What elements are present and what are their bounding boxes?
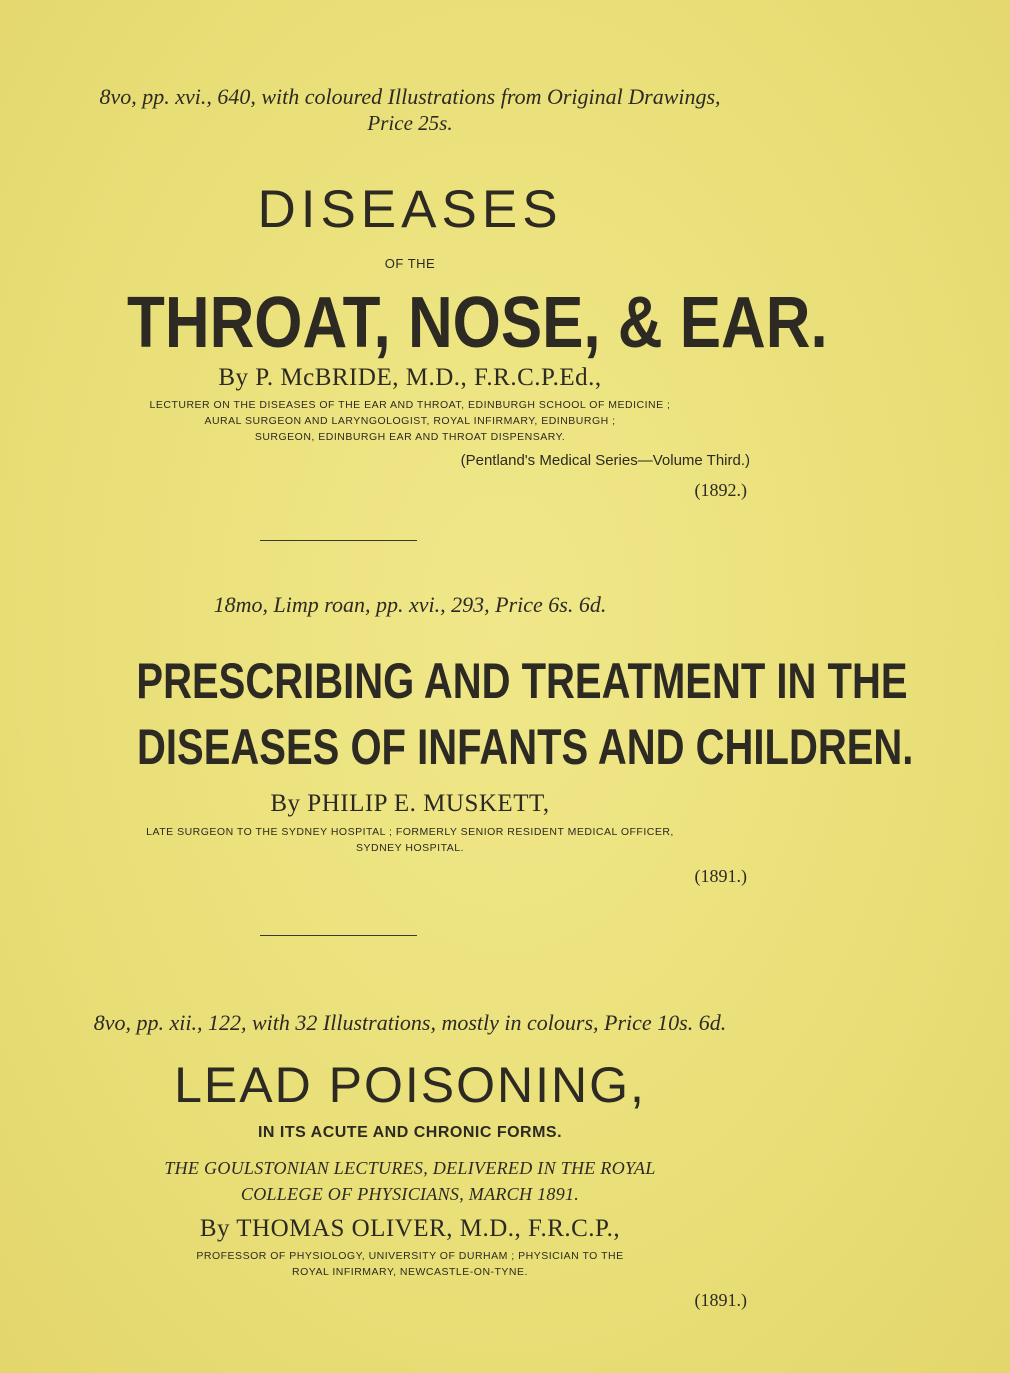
book1-credential-1: LECTURER ON THE DISEASES OF THE EAR AND THROAT, EDINBURGH SCHOOL OF MEDICINE ; — [149, 399, 671, 411]
book2-title-line1 — [40, 652, 908, 710]
book3-author: By THOMAS OLIVER, M.D., F.R.C.P., — [199, 1215, 621, 1242]
book2-credential-1: LATE SURGEON TO THE SYDNEY HOSPITAL ; FORMERLY SENIOR RESIDENT MEDICAL OFFICER, — [146, 826, 674, 838]
book1-title-of: OF THE — [384, 256, 436, 271]
book1-details: 8vo, pp. xvi., 640, with coloured Illustrations from Original Drawings, — [99, 84, 721, 109]
book1-title-line1: DISEASES — [257, 180, 563, 239]
book1-year: (1892.) — [694, 480, 747, 500]
book3-details: 8vo, pp. xii., 122, with 32 Illustrations, mostly in colours, Price 10s. 6d. — [93, 1010, 727, 1035]
book3-credential-1: PROFESSOR OF PHYSIOLOGY, UNIVERSITY OF DURHAM ; PHYSICIAN TO THE — [196, 1250, 624, 1262]
book3-credential-2: ROYAL INFIRMARY, NEWCASTLE-ON-TYNE. — [292, 1266, 528, 1278]
book1-credential-3: SURGEON, EDINBURGH EAR AND THROAT DISPENSARY. — [254, 431, 566, 443]
book2-credential-2: SYDNEY HOSPITAL. — [356, 842, 464, 854]
book1-price: Price 25s. — [367, 111, 453, 135]
book1-author: By P. McBRIDE, M.D., F.R.C.P.Ed., — [218, 364, 602, 391]
book3-lectures-line1: THE GOULSTONIAN LECTURES, DELIVERED IN THE ROYAL — [164, 1158, 656, 1178]
book3-year: (1891.) — [694, 1290, 747, 1310]
book2-title-line2-text: DISEASES OF INFANTS AND CHILDREN. — [137, 719, 914, 775]
book2-year: (1891.) — [694, 866, 747, 886]
book2-details: 18mo, Limp roan, pp. xvi., 293, Price 6s. 6d. — [213, 592, 607, 617]
book3-lectures-line2: COLLEGE OF PHYSICIANS, MARCH 1891. — [240, 1184, 580, 1204]
book2-author: By PHILIP E. MUSKETT, — [270, 790, 550, 817]
book2-title-line1-text: PRESCRIBING AND TREATMENT IN THE — [136, 653, 908, 709]
divider-2 — [260, 935, 417, 936]
book2-title-line2 — [40, 718, 914, 776]
book1-series: (Pentland's Medical Series—Volume Third.) — [460, 452, 750, 469]
book3-subtitle: IN ITS ACUTE AND CHRONIC FORMS. — [257, 1124, 563, 1141]
book3-title-line1: LEAD POISONING, — [174, 1057, 646, 1113]
book1-title-line2 — [70, 282, 828, 364]
book1-credential-2: AURAL SURGEON AND LARYNGOLOGIST, ROYAL INFIRMARY, EDINBURGH ; — [204, 415, 616, 427]
divider-1 — [260, 540, 417, 541]
book1-title-line2-text: THROAT, NOSE, & EAR. — [127, 283, 828, 363]
